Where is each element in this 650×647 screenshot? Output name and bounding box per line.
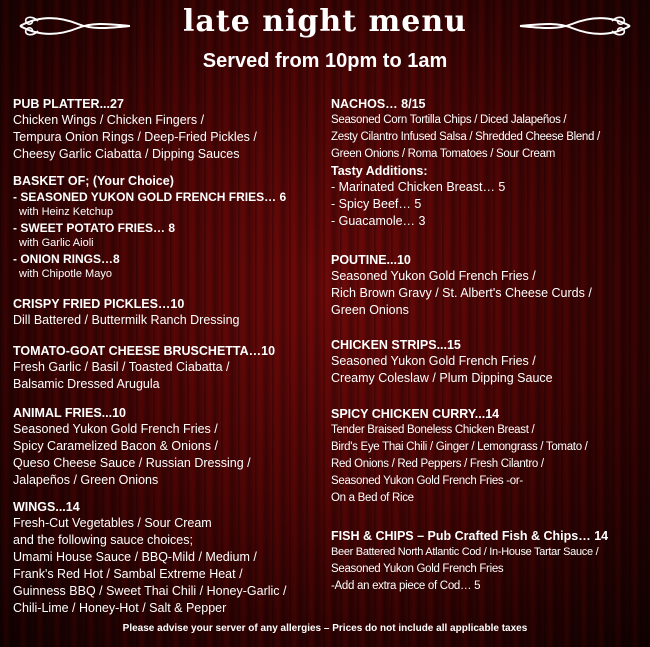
poutine-section bbox=[331, 252, 592, 319]
section-title: WINGS...14 bbox=[13, 500, 80, 514]
item-line: Tender Braised Boneless Chicken Breast / bbox=[331, 424, 535, 436]
nachos-section bbox=[331, 96, 600, 230]
section-title: PUB PLATTER...27 bbox=[13, 97, 124, 111]
item-line: Bird's Eye Thai Chili / Ginger / Lemongrass / Tomato / bbox=[331, 441, 588, 453]
item-line: Spicy Caramelized Bacon & Onions / bbox=[13, 439, 218, 453]
item-line: Chicken Wings / Chicken Fingers / bbox=[13, 113, 205, 127]
item-line: Rich Brown Gravy / St. Albert's Cheese Curds / bbox=[331, 286, 592, 300]
addition-item: - Spicy Beef… 5 bbox=[331, 197, 422, 211]
pub-platter-section bbox=[13, 96, 257, 163]
item-line: Creamy Coleslaw / Plum Dipping Sauce bbox=[331, 371, 553, 385]
menu-header bbox=[0, 4, 650, 44]
item-line: Seasoned Yukon Gold French Fries / bbox=[331, 269, 536, 283]
basket-option: - SEASONED YUKON GOLD FRENCH FRIES… 6 bbox=[13, 190, 287, 204]
page-title: late night menu bbox=[183, 4, 467, 39]
section-title: CHICKEN STRIPS...15 bbox=[331, 338, 461, 352]
basket-option-detail: with Heinz Ketchup bbox=[19, 206, 114, 218]
item-line: Seasoned Corn Tortilla Chips / Diced Jalapeños / bbox=[331, 114, 567, 126]
item-line: Seasoned Yukon Gold French Fries / bbox=[331, 354, 536, 368]
item-line: -Add an extra piece of Cod… 5 bbox=[331, 580, 481, 592]
basket-option: - SWEET POTATO FRIES… 8 bbox=[13, 221, 176, 235]
service-hours: Served from 10pm to 1am bbox=[202, 50, 448, 72]
basket-section bbox=[13, 173, 286, 282]
item-line: Jalapeños / Green Onions bbox=[13, 473, 159, 487]
item-line: Balsamic Dressed Arugula bbox=[13, 377, 160, 391]
item-line: Cheesy Garlic Ciabatta / Dipping Sauces bbox=[13, 147, 240, 161]
section-title: NACHOS… 8/15 bbox=[331, 97, 426, 111]
section-title: ANIMAL FRIES...10 bbox=[13, 406, 126, 420]
section-title: SPICY CHICKEN CURRY...14 bbox=[331, 407, 500, 421]
item-line: Zesty Cilantro Infused Salsa / Shredded Cheese Blend / bbox=[331, 131, 600, 143]
section-title: POUTINE...10 bbox=[331, 253, 411, 267]
section-title: TOMATO-GOAT CHEESE BRUSCHETTA…10 bbox=[13, 344, 276, 358]
item-line: Green Onions / Roma Tomatoes / Sour Cream bbox=[331, 148, 555, 160]
animal-fries-section bbox=[13, 405, 251, 489]
addition-item: - Guacamole… 3 bbox=[331, 214, 426, 228]
item-line: Queso Cheese Sauce / Russian Dressing / bbox=[13, 456, 251, 470]
item-line: Seasoned Yukon Gold French Fries bbox=[331, 563, 504, 575]
item-line: and the following sauce choices; bbox=[13, 533, 193, 547]
pickles-section bbox=[13, 296, 239, 329]
basket-option: - ONION RINGS…8 bbox=[13, 252, 120, 266]
item-line: Frank's Red Hot / Sambal Extreme Heat / bbox=[13, 567, 243, 581]
wings-section bbox=[13, 499, 287, 617]
item-line: Guinness BBQ / Sweet Thai Chili / Honey-Garlic / bbox=[13, 584, 287, 598]
chicken-strips-section bbox=[331, 337, 553, 387]
item-line: Seasoned Yukon Gold French Fries / bbox=[13, 422, 218, 436]
fish-chips-section bbox=[331, 528, 608, 595]
section-title: FISH & CHIPS – Pub Crafted Fish & Chips… 14 bbox=[331, 529, 609, 543]
bruschetta-section bbox=[13, 343, 275, 393]
section-title: BASKET OF; (Your Choice) bbox=[13, 174, 174, 188]
right-flourish-icon bbox=[517, 14, 632, 38]
item-line: Umami House Sauce / BBQ-Mild / Medium / bbox=[13, 550, 257, 564]
item-line: Chili-Lime / Honey-Hot / Salt & Pepper bbox=[13, 601, 227, 615]
section-title: CRISPY FRIED PICKLES…10 bbox=[13, 297, 185, 311]
curry-section bbox=[331, 406, 588, 507]
item-line: Fresh-Cut Vegetables / Sour Cream bbox=[13, 516, 212, 530]
item-line: Red Onions / Red Peppers / Fresh Cilantro / bbox=[331, 458, 544, 470]
item-line: Tempura Onion Rings / Deep-Fried Pickles / bbox=[13, 130, 257, 144]
additions-title: Tasty Additions: bbox=[331, 164, 428, 178]
item-line: On a Bed of Rice bbox=[331, 492, 414, 504]
item-line: Beer Battered North Atlantic Cod / In-House Tartar Sauce / bbox=[331, 546, 599, 558]
addition-item: - Marinated Chicken Breast… 5 bbox=[331, 180, 506, 194]
item-line: Dill Battered / Buttermilk Ranch Dressing bbox=[13, 313, 240, 327]
basket-option-detail: with Garlic Aioli bbox=[19, 237, 94, 249]
allergy-notice: Please advise your server of any allergies – Prices do not include all applicable taxes bbox=[122, 623, 528, 634]
item-line: Seasoned Yukon Gold French Fries -or- bbox=[331, 475, 523, 487]
item-line: Green Onions bbox=[331, 303, 409, 317]
basket-option-detail: with Chipotle Mayo bbox=[19, 268, 112, 280]
item-line: Fresh Garlic / Basil / Toasted Ciabatta / bbox=[13, 360, 230, 374]
